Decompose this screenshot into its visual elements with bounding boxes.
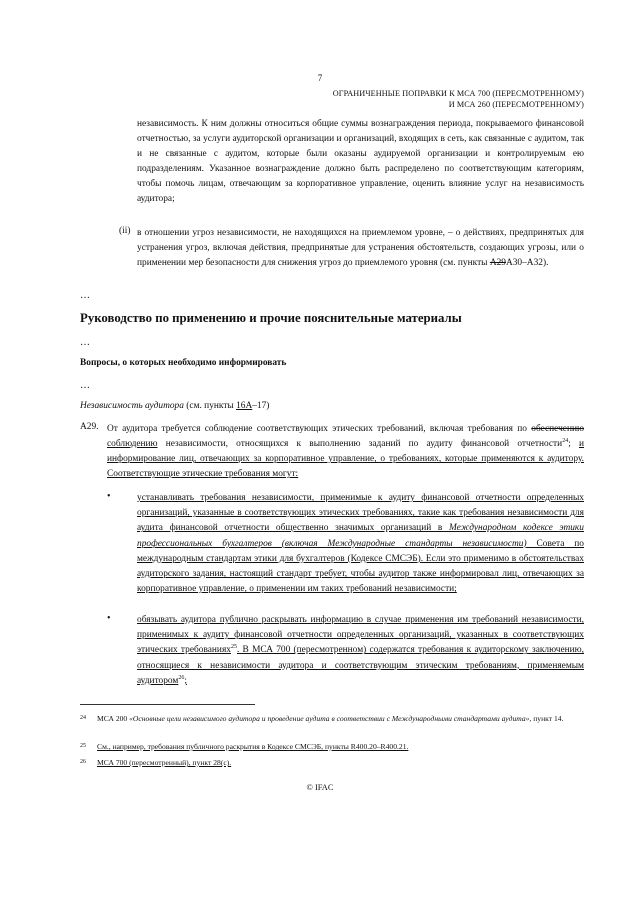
ellipsis: …	[80, 337, 90, 348]
footnote-ref-25[interactable]: 25	[230, 644, 237, 651]
a29-text-1: От аудитора требуется соблюдение соответствующих этических требований, включая требования по	[107, 424, 532, 434]
footnote-separator	[80, 704, 255, 705]
a29-deleted-text: обеспечению	[531, 424, 584, 434]
bullet-item-2	[137, 613, 584, 689]
subheading-ref-pre: (см. пункты	[183, 401, 237, 411]
paragraph-threats	[137, 226, 584, 271]
bullet1-text-2: Совета по международным стандартам этики для бухгалтеров (Кодексе СМСЭБ). Если это применимо в обстоятельствах аудиторского задания, настоящий стандарт требует, чтобы аудитор также информировал лиц, отвечающих за корпоративное управление, о применении им таких требований независимости;	[137, 538, 584, 595]
footnote-text: См., например, требования публичного раскрытия в Кодексе СМСЭБ, пункты R400.20–R400.21.	[97, 742, 409, 751]
footnote-text	[97, 713, 584, 724]
footnote-ref-24[interactable]: 24	[562, 437, 569, 444]
footnote-text: МСА 700 (пересмотренный), пункт 28(с).	[97, 758, 232, 767]
ellipsis: …	[80, 290, 90, 301]
footnote-24-title: «Основные цели независимого аудитора и проведение аудита в соответствии с Международными стандартами аудита»	[129, 714, 530, 723]
paragraph-reference-link[interactable]: 16А	[236, 401, 253, 411]
subheading-ref-post: –17)	[252, 401, 270, 411]
copyright-footer: © IFAC	[306, 783, 334, 792]
bullet2-text-1: обязывать аудитора публично раскрывать информацию в случае применения им требований независимости, применимых к аудиту финансовой отчетности определенных организаций, указанных в соответствующих этических требованиях	[137, 615, 584, 656]
footnote-ref-26[interactable]: 26	[178, 674, 185, 681]
bullet-icon: •	[107, 613, 111, 624]
code-title-italic: Международном кодексе этики профессиональных бухгалтеров (включая Международные стандарты независимости)	[137, 523, 584, 549]
bullet-icon: •	[107, 491, 111, 502]
subheading-italic: Независимость аудитора	[80, 401, 184, 411]
footnote-number: 26	[80, 759, 86, 765]
auditor-independence-subheading	[80, 401, 269, 411]
paragraph-threats-end: А30–А32).	[505, 258, 549, 268]
paragraph-threats-text: в отношении угроз независимости, не находящихся на приемлемом уровне, – о действиях, предпринятых для устранения угроз, включая действия, предпринятые для устранения обстоятельств, создающих угрозы, или о применении мер безопасности для снижения угроз до приемлемого уровня (см. пункты	[137, 228, 584, 268]
page-number: 7	[317, 73, 323, 83]
a29-inserted-text-2: и информирование лиц, отвечающих за корпоративное управление, о требованиях, которые применяются к аудитору. Соответствующие этические требования могут:	[107, 439, 584, 479]
paragraph-label-a29: А29.	[80, 422, 99, 432]
subsection-heading: Вопросы, о которых необходимо информировать	[80, 358, 287, 368]
footnote-number: 24	[80, 715, 86, 721]
running-header-line-1: ОГРАНИЧЕННЫЕ ПОПРАВКИ К МСА 700 (ПЕРЕСМОТРЕННОМУ)	[332, 89, 584, 98]
footnote-24-post: , пункт 14.	[529, 714, 564, 723]
paragraph-independence-fees: независимость. К ним должны относиться общие суммы вознаграждения периода, покрываемого финансовой отчетностью, за услуги аудиторской организации и организаций, входящих в сеть, как связанные с аудитом, так и не связанные с аудитом, которые были оказаны аудируемой организации и контролируемым ею подразделениям. Указанное вознаграждение должно быть распределено по соответствующим категориям, чтобы помочь лицам, отвечающим за корпоративное управление, оценить влияние услуг на независимость аудитора;	[137, 119, 584, 204]
a29-inserted-text-1: соблюдению	[107, 439, 158, 449]
paragraph-a29	[107, 422, 584, 482]
ellipsis: …	[80, 380, 90, 391]
bullet-item-1	[137, 491, 584, 597]
bullet2-text-2: . В МСА 700 (пересмотренном) содержатся требования к аудиторскому заключению, относящиеся к независимости аудитора и соответствующим этическим требованиям, применяемым аудитором	[137, 645, 584, 686]
a29-text-4: ;	[568, 439, 579, 449]
bullet1-text-1: устанавливать требования независимости, применимые к аудиту финансовой отчетности определенных организаций, указанные в соответствующих этических требованиях, такие как требования независимости для аудита финансовой отчетности общественно значимых организаций в	[137, 493, 584, 534]
footnote-number: 25	[80, 743, 86, 749]
a29-text-3: независимости, относящихся к выполнению заданий по аудиту финансовой отчетности	[157, 439, 563, 449]
bullet2-text-3: ;	[184, 675, 187, 686]
section-heading: Руководство по применению и прочие пояснительные материалы	[80, 311, 462, 325]
running-header-line-2: И МСА 260 (ПЕРЕСМОТРЕННОМУ)	[448, 100, 584, 109]
deleted-reference: А29	[489, 258, 506, 268]
footnote-24-pre: МСА 200	[97, 714, 130, 723]
list-marker-ii: (ii)	[119, 226, 131, 236]
